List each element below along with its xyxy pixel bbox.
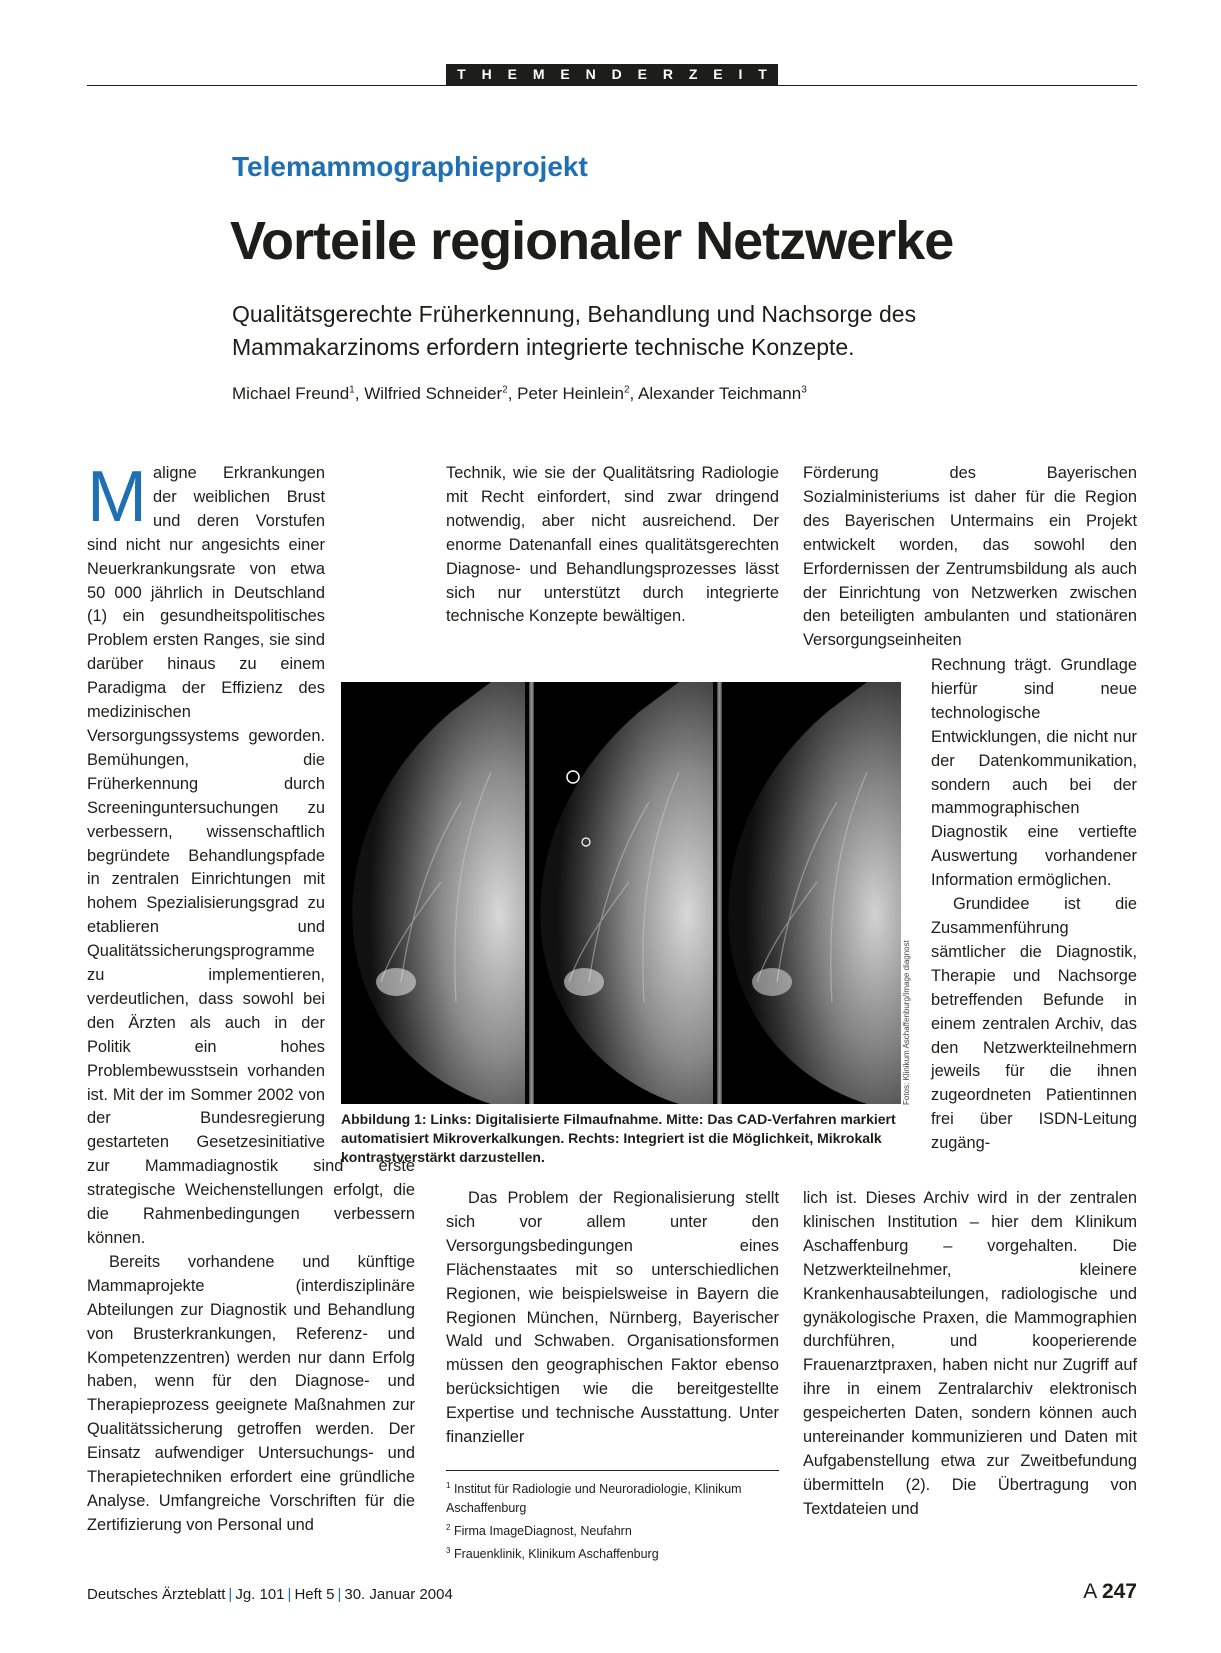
figure-mammograms <box>341 682 901 1104</box>
mammogram-image <box>341 682 525 1104</box>
paragraph-text: aligne Erkrankungen der weiblichen Brust und deren Vorstufen sind nicht nur angesichts einer Neuerkrankungsrate von etwa 50 000 jährlich in Deutschland (1) ein gesundheitspolitisches Problem ersten Ranges, sie sind darüber hinaus zu einem Paradigma der Effizienz des medizinischen Versorgungssystems geworden. Bemühungen, die Früherkennung durch Screeninguntersuchungen zu verbessern, wissenschaftlich begründete Behandlungspfade in zentralen Einrichtungen mit hohem Spezialisierungsgrad zu etablieren und Qualitätssicherungsprogramme zu implementieren, verdeutlichen, dass sowohl bei den Ärzten als auch in der Politik ein hohes Problembewusstsein vorhanden ist. Mit der im Sommer 2002 von der Bundesregierung gestarteten Gesetzesinitiative zur Mammadiagnostik sind erste strategische Weichenstellungen erfolgt, die die Rahmenbedingungen verbessern können. <box>87 464 415 1247</box>
separator-bar: | <box>337 1586 342 1603</box>
footnote <box>446 1518 779 1541</box>
article-subtitle: Qualitätsgerechte Früherkennung, Behandlung und Nachsorge des Mammakarzinoms erfordern integrierte technische Konzepte. <box>232 301 917 360</box>
body-column-3-top <box>803 462 1137 653</box>
body-paragraph: Das Problem der Regionalisierung stellt sich vor allem unter den Versorgungsbedingungen eines Flächenstaates mit so unterschiedlichen Regionen, wie beispielsweise in Bayern die Regionen München, Nürnberg, Bayerischer Wald und Schwaben. Organisationsformen müssen den geographischen Faktor ebenso berücksichtigen wie die bereitgestellte Expertise und technische Ausstattung. Unter finanzieller <box>446 1189 779 1447</box>
author-affiliation: 3 <box>801 384 807 396</box>
footnote <box>446 1476 779 1518</box>
article-title: Vorteile regionaler Netzwerke <box>230 211 954 271</box>
footnote-number: 3 <box>446 1546 451 1556</box>
mammogram-middle <box>529 682 713 1104</box>
body-paragraph: lich ist. Dieses Archiv wird in der zentralen klinischen Institution – hier dem Klinikum Aschaffenburg – vorgehalten. Die Netzwerkteilnehmer, kleinere Krankenhausabteilungen, radiologische und gynäkologische Praxen, die Mammographien durchführen, und kooperierende Frauenarztpraxen, haben nicht nur Zugriff auf ihre in einem Zentralarchiv elektronisch gespeicherten Daten, sondern können auch untereinander kommunizieren und Daten mit Aufgabenstellung etwa zur Zweitbefundung übermitteln (2). Die Übertragung von Textdateien und <box>803 1189 1137 1518</box>
body-column-2-bottom <box>446 1187 779 1450</box>
journal-name: Deutsches Ärzteblatt <box>87 1586 226 1603</box>
author-affiliation: 2 <box>502 384 508 396</box>
article-kicker: Telemammographieprojekt <box>232 151 588 182</box>
author-affiliation: 2 <box>623 384 630 396</box>
mammogram-image <box>529 682 713 1104</box>
mammogram-left <box>341 682 525 1104</box>
mammogram-image <box>717 682 901 1104</box>
journal-issue: Heft 5 <box>294 1586 335 1603</box>
footnote-number: 1 <box>446 1481 451 1490</box>
page-prefix: A <box>1083 1580 1097 1603</box>
footnote-rule <box>446 1470 779 1471</box>
page-footer <box>87 1586 453 1603</box>
separator-bar: | <box>287 1586 292 1603</box>
footnote-text: Institut für Radiologie und Neuroradiologie, Klinikum Aschaffenburg <box>446 1482 742 1516</box>
author-name: Alexander Teichmann <box>638 384 802 403</box>
drop-cap: M <box>87 457 147 537</box>
footnote-text: Frauenklinik, Klinikum Aschaffenburg <box>453 1547 659 1562</box>
page-number-value: 247 <box>1101 1580 1137 1603</box>
section-rubric: T H E M E N D E R Z E I T <box>446 64 778 85</box>
page-number <box>1083 1580 1137 1604</box>
body-paragraph: Rechnung trägt. Grundlage hierfür sind neue technologische Entwicklungen, die nicht nur der Datenkommunikation, sondern auch bei der mammographischen Diagnostik eine vertiefte Auswertung vorhandener Information ermöglichen. <box>931 656 1137 890</box>
body-paragraph: Bereits vorhandene und künftige Mammaprojekte (interdisziplinäre Abteilungen zur Diagnostik und Behandlung von Brusterkrankungen, Referenz- und Kompetenzzentren) werden nur dann Erfolg haben, wenn für den Diagnose- und Therapieprozess geeignete Maßnahmen zur Qualitätssicherung getroffen werden. Der Einsatz aufwendiger Untersuchungs- und Therapietechniken erfordert eine gründliche Analyse. Umfangreiche Vorschriften für die Zertifizierung von Personal und <box>87 1252 415 1534</box>
issue-date: 30. Januar 2004 <box>344 1586 453 1603</box>
journal-volume: Jg. 101 <box>235 1586 285 1603</box>
author-name: Wilfried Schneider <box>364 384 503 403</box>
footnote <box>446 1541 779 1564</box>
mammogram-right <box>717 682 901 1104</box>
footnote-number: 2 <box>446 1523 451 1533</box>
body-paragraph: Grundidee ist die Zusammenführung sämtlicher die Diagnostik, Therapie und Nachsorge betreffenden Befunde in einem zentralen Archiv, das den Netzwerkteilnehmern jeweils für die ihnen zugeordneten Patientinnen frei über ISDN-Leitung zugäng- <box>931 895 1137 1153</box>
body-column-3-mid <box>931 654 1137 1156</box>
author-affiliation: 1 <box>349 384 355 396</box>
body-paragraph: Technik, wie sie der Qualitätsring Radiologie mit Recht einfordert, sind zwar dringend notwendig, aber nicht ausreichend. Der enorme Datenanfall eines qualitätsgerechten Diagnose- und Behandlungsprozesses lässt sich nur unterstützt durch integrierte technische Konzepte bewältigen. <box>446 464 779 626</box>
author-name: Michael Freund <box>232 384 350 403</box>
cad-marker <box>567 771 579 783</box>
author-line: Michael Freund$^1$, Wilfried Schneider$^2$, Peter Heinlein$^2$, Alexander Teichmann$^3$ <box>232 384 807 403</box>
separator-bar: | <box>228 1586 233 1603</box>
body-column-2-top <box>446 462 779 629</box>
header-rule <box>87 85 1137 86</box>
footnotes <box>446 1476 779 1564</box>
film-edge <box>717 682 722 1104</box>
author-name: Peter Heinlein <box>517 384 624 403</box>
body-column-3-bottom <box>803 1187 1137 1522</box>
film-edge <box>529 682 534 1104</box>
figure-caption: Abbildung 1: Links: Digitalisierte Filmaufnahme. Mitte: Das CAD-Verfahren markiert automatisiert Mikroverkalkungen. Rechts: Integriert ist die Möglichkeit, Mikrokalk kontrastverstärkt darzustellen. <box>341 1111 896 1165</box>
footnote-text: Firma ImageDiagnost, Neufahrn <box>453 1524 632 1539</box>
body-paragraph: Förderung des Bayerischen Sozialministeriums ist daher für die Region des Bayerischen Untermains ein Projekt entwickelt worden, das sowohl den Erfordernissen der Zentrumsbildung als auch der Einrichtung von Netzwerken zwischen den beteiligten ambulanten und stationären Versorgungseinheiten <box>803 464 1137 650</box>
photo-credit: Fotos: Klinikum Aschaffenburg/Image diagnost <box>902 940 911 1105</box>
